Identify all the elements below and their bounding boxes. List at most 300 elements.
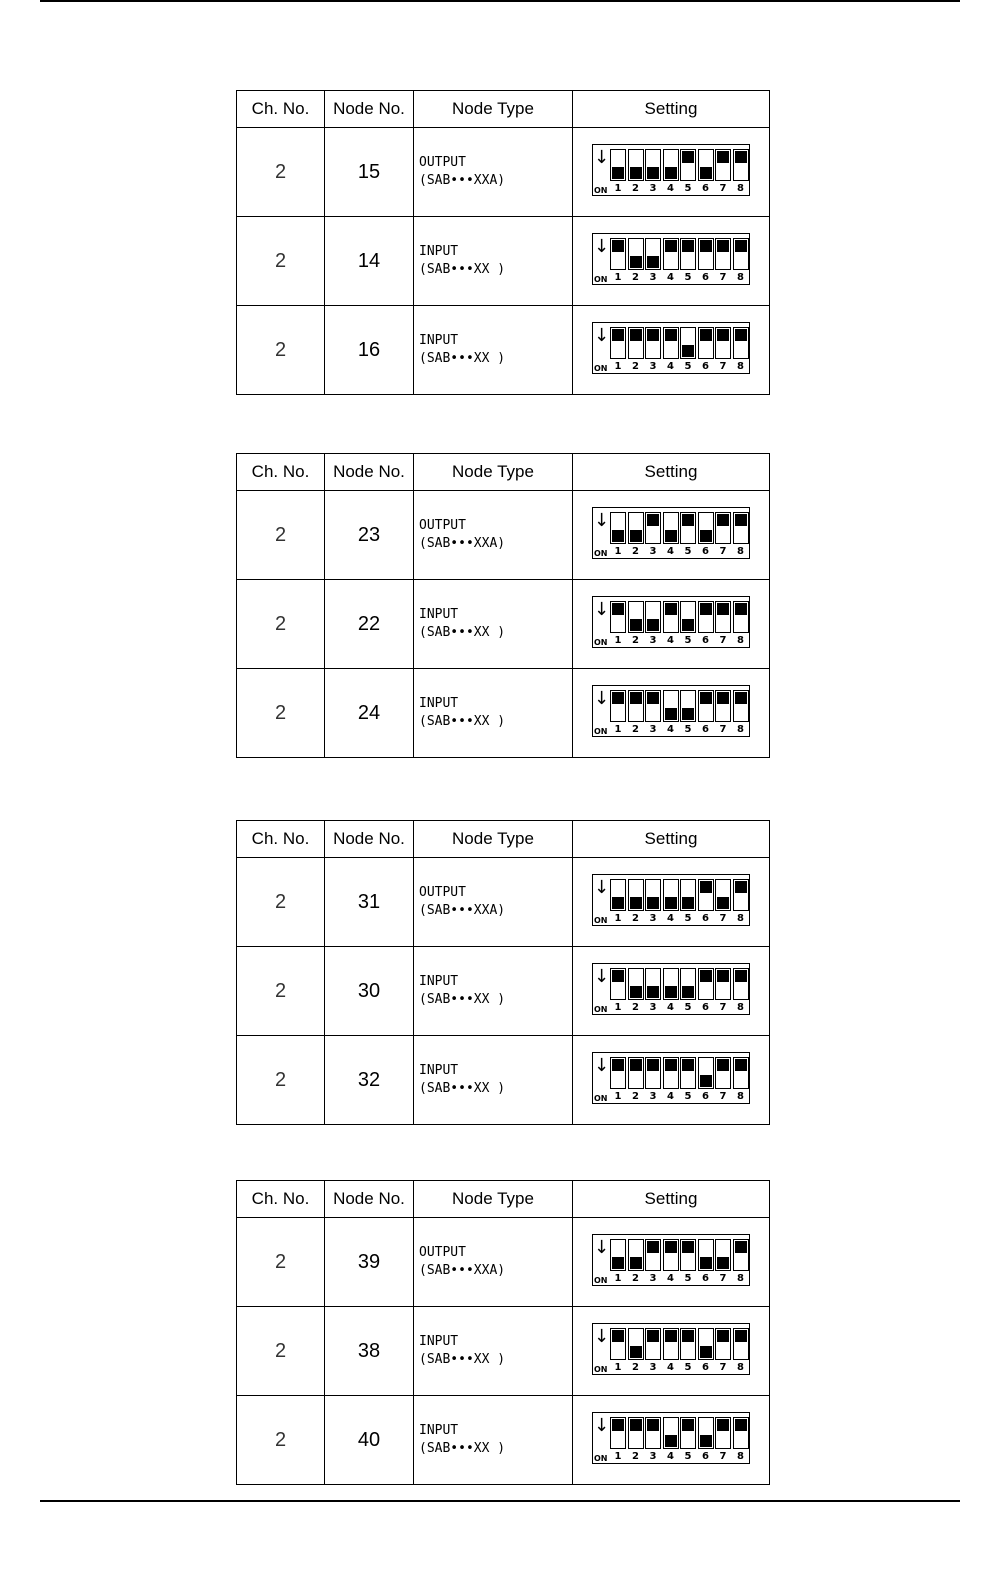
dip-toggle <box>610 968 626 1000</box>
dip-toggle <box>698 149 714 181</box>
dip-knob <box>700 692 712 704</box>
dip-number: 7 <box>719 271 727 283</box>
down-arrow-icon: ↓ <box>594 1236 610 1258</box>
ch-cell: 2 <box>237 217 325 306</box>
dip-number: 7 <box>719 360 727 372</box>
dip-knob <box>630 692 642 704</box>
type-line-1: INPUT <box>419 1423 459 1438</box>
dip-number: 3 <box>649 545 657 557</box>
dip-number: 6 <box>702 1090 709 1102</box>
dip-toggle <box>610 1239 626 1271</box>
node-cell: 23 <box>325 491 414 580</box>
table-row <box>237 128 770 217</box>
dip-number: 2 <box>632 182 639 194</box>
dip-knob <box>665 986 677 998</box>
dip-number: 8 <box>737 1450 744 1462</box>
dip-number: 5 <box>684 360 692 372</box>
setting-cell <box>573 580 770 669</box>
dip-number: 8 <box>737 912 744 924</box>
dip-number: 4 <box>667 634 674 646</box>
type-line-2: (SAB•••XX ) <box>419 262 506 277</box>
dip-toggle <box>645 1417 661 1449</box>
table-row <box>237 1396 770 1485</box>
type-cell <box>414 1396 573 1485</box>
dip-number: 5 <box>684 271 692 283</box>
dip-number: 1 <box>614 1450 622 1462</box>
dip-number: 6 <box>702 1361 709 1373</box>
dip-knob <box>700 1435 712 1447</box>
dip-number: 6 <box>702 182 709 194</box>
dip-knob <box>700 329 712 341</box>
type-line-1: OUTPUT <box>419 518 466 533</box>
type-line-2: (SAB•••XX ) <box>419 992 506 1007</box>
dip-toggle <box>680 968 696 1000</box>
dip-knob <box>682 708 694 720</box>
dip-knob <box>735 329 747 341</box>
dip-number: 4 <box>667 271 674 283</box>
down-arrow-icon: ↓ <box>594 876 610 898</box>
dip-toggle <box>610 1328 626 1360</box>
on-label: ON <box>594 363 608 373</box>
dip-number: 6 <box>702 634 709 646</box>
dip-toggle <box>645 601 661 633</box>
header-row <box>237 91 770 128</box>
header-ch: Ch. No. <box>237 821 325 858</box>
type-cell <box>414 669 573 758</box>
dip-number: 7 <box>719 1090 727 1102</box>
dip-toggle <box>715 1328 731 1360</box>
dip-knob <box>700 603 712 615</box>
dip-knob <box>647 256 659 268</box>
dip-number: 4 <box>667 1090 674 1102</box>
dip-toggle <box>680 879 696 911</box>
dip-knob <box>665 1059 677 1071</box>
dip-toggle <box>628 690 644 722</box>
dip-number: 1 <box>614 545 622 557</box>
dip-number: 2 <box>632 723 639 735</box>
dip-number: 7 <box>719 182 727 194</box>
dip-toggle <box>610 512 626 544</box>
dip-knob <box>717 1059 729 1071</box>
dip-knob <box>665 708 677 720</box>
dip-toggle <box>715 1239 731 1271</box>
ch-cell: 2 <box>237 1218 325 1307</box>
dip-toggle <box>698 601 714 633</box>
dip-number: 8 <box>737 1272 744 1284</box>
type-line-1: INPUT <box>419 1063 459 1078</box>
dip-knob <box>717 151 729 163</box>
dip-toggle <box>628 1239 644 1271</box>
dip-knob <box>717 692 729 704</box>
type-line-2: (SAB•••XX ) <box>419 351 506 366</box>
dip-number: 1 <box>614 634 622 646</box>
header-node: Node No. <box>325 821 414 858</box>
node-cell: 24 <box>325 669 414 758</box>
dip-knob <box>612 1330 624 1342</box>
header-node: Node No. <box>325 1181 414 1218</box>
dip-number: 2 <box>632 1361 639 1373</box>
dip-knob <box>630 986 642 998</box>
dip-number: 2 <box>632 912 639 924</box>
type-cell <box>414 1036 573 1125</box>
dip-number: 7 <box>719 1272 727 1284</box>
dip-knob <box>682 986 694 998</box>
dip-toggle <box>733 238 749 270</box>
header-row <box>237 821 770 858</box>
down-arrow-icon: ↓ <box>594 235 610 257</box>
table-row <box>237 1307 770 1396</box>
dip-number: 5 <box>684 912 692 924</box>
table-row <box>237 580 770 669</box>
header-ch: Ch. No. <box>237 454 325 491</box>
table-row <box>237 491 770 580</box>
dip-switch <box>592 1234 750 1286</box>
dip-knob <box>630 256 642 268</box>
dip-number: 5 <box>684 1090 692 1102</box>
dip-number: 6 <box>702 723 709 735</box>
dip-toggle <box>663 879 679 911</box>
dip-knob <box>665 530 677 542</box>
dip-knob <box>665 329 677 341</box>
header-type: Node Type <box>414 454 573 491</box>
dip-knob <box>735 881 747 893</box>
down-arrow-icon: ↓ <box>594 324 610 346</box>
on-label: ON <box>594 1453 608 1463</box>
dip-number: 4 <box>667 360 674 372</box>
dip-toggle <box>610 1417 626 1449</box>
setting-cell <box>573 128 770 217</box>
dip-number: 6 <box>702 912 709 924</box>
dip-number: 3 <box>649 1001 657 1013</box>
setting-cell <box>573 858 770 947</box>
dip-number: 1 <box>614 1272 622 1284</box>
dip-switch <box>592 233 750 285</box>
dip-toggle <box>645 690 661 722</box>
node-cell: 32 <box>325 1036 414 1125</box>
dip-toggle <box>610 601 626 633</box>
header-row <box>237 1181 770 1218</box>
header-type: Node Type <box>414 91 573 128</box>
ch-cell: 2 <box>237 306 325 395</box>
dip-knob <box>665 1330 677 1342</box>
dip-knob <box>735 970 747 982</box>
on-label: ON <box>594 1275 608 1285</box>
setting-cell <box>573 217 770 306</box>
dip-toggle <box>663 149 679 181</box>
dip-number: 5 <box>684 723 692 735</box>
table-row <box>237 217 770 306</box>
dip-toggle <box>645 1057 661 1089</box>
dip-toggle <box>698 879 714 911</box>
dip-number: 8 <box>737 723 744 735</box>
dip-knob <box>682 619 694 631</box>
dip-number: 5 <box>684 1001 692 1013</box>
dip-knob <box>630 1257 642 1269</box>
dip-knob <box>735 1241 747 1253</box>
dip-number: 3 <box>649 271 657 283</box>
header-ch: Ch. No. <box>237 91 325 128</box>
dip-number: 6 <box>702 545 709 557</box>
node-table-2 <box>236 453 770 758</box>
type-cell <box>414 217 573 306</box>
dip-number: 4 <box>667 182 674 194</box>
dip-number: 2 <box>632 1001 639 1013</box>
dip-knob <box>630 1419 642 1431</box>
dip-knob <box>647 986 659 998</box>
dip-knob <box>647 167 659 179</box>
dip-toggle <box>715 690 731 722</box>
dip-knob <box>717 603 729 615</box>
dip-toggle <box>628 149 644 181</box>
node-cell: 16 <box>325 306 414 395</box>
dip-number: 3 <box>649 912 657 924</box>
dip-knob <box>612 692 624 704</box>
node-cell: 30 <box>325 947 414 1036</box>
dip-switch <box>592 144 750 196</box>
ch-cell: 2 <box>237 491 325 580</box>
down-arrow-icon: ↓ <box>594 687 610 709</box>
dip-toggle <box>663 1057 679 1089</box>
dip-knob <box>630 897 642 909</box>
setting-cell <box>573 306 770 395</box>
header-node: Node No. <box>325 91 414 128</box>
dip-number: 4 <box>667 545 674 557</box>
dip-knob <box>682 897 694 909</box>
dip-number: 2 <box>632 545 639 557</box>
dip-knob <box>665 1241 677 1253</box>
dip-number: 5 <box>684 545 692 557</box>
dip-knob <box>717 1419 729 1431</box>
dip-number: 5 <box>684 1361 692 1373</box>
dip-knob <box>735 240 747 252</box>
dip-toggle <box>680 1328 696 1360</box>
dip-toggle <box>628 1057 644 1089</box>
dip-toggle <box>698 1417 714 1449</box>
dip-knob <box>682 1241 694 1253</box>
on-label: ON <box>594 548 608 558</box>
node-cell: 22 <box>325 580 414 669</box>
type-line-2: (SAB•••XX ) <box>419 1352 506 1367</box>
dip-toggle <box>715 1057 731 1089</box>
dip-number: 1 <box>614 271 622 283</box>
node-cell: 39 <box>325 1218 414 1307</box>
dip-number: 2 <box>632 271 639 283</box>
dip-toggle <box>645 238 661 270</box>
type-line-1: INPUT <box>419 974 459 989</box>
dip-knob <box>717 1257 729 1269</box>
dip-toggle <box>733 690 749 722</box>
dip-toggle <box>698 512 714 544</box>
dip-toggle <box>628 327 644 359</box>
dip-number: 4 <box>667 1272 674 1284</box>
dip-toggle <box>663 690 679 722</box>
type-line-1: INPUT <box>419 1334 459 1349</box>
table-row <box>237 1036 770 1125</box>
dip-knob <box>612 240 624 252</box>
dip-toggle <box>628 238 644 270</box>
header-row <box>237 454 770 491</box>
dip-toggle <box>698 1057 714 1089</box>
node-cell: 15 <box>325 128 414 217</box>
dip-toggle <box>715 1417 731 1449</box>
dip-knob <box>665 167 677 179</box>
dip-knob <box>700 1257 712 1269</box>
dip-number: 7 <box>719 723 727 735</box>
dip-toggle <box>715 238 731 270</box>
dip-knob <box>612 329 624 341</box>
dip-knob <box>735 1330 747 1342</box>
on-label: ON <box>594 274 608 284</box>
type-line-1: OUTPUT <box>419 155 466 170</box>
dip-knob <box>717 1330 729 1342</box>
dip-knob <box>647 1419 659 1431</box>
header-setting: Setting <box>573 1181 770 1218</box>
dip-toggle <box>610 690 626 722</box>
dip-toggle <box>715 601 731 633</box>
down-arrow-icon: ↓ <box>594 1325 610 1347</box>
node-cell: 40 <box>325 1396 414 1485</box>
dip-toggle <box>733 601 749 633</box>
dip-knob <box>612 167 624 179</box>
dip-toggle <box>645 879 661 911</box>
dip-knob <box>700 1346 712 1358</box>
header-setting: Setting <box>573 91 770 128</box>
dip-switch <box>592 1052 750 1104</box>
type-line-1: INPUT <box>419 333 459 348</box>
setting-cell <box>573 1307 770 1396</box>
type-cell <box>414 580 573 669</box>
dip-knob <box>665 240 677 252</box>
dip-number: 8 <box>737 1090 744 1102</box>
dip-toggle <box>733 149 749 181</box>
dip-toggle <box>628 968 644 1000</box>
dip-number: 6 <box>702 1450 709 1462</box>
header-setting: Setting <box>573 454 770 491</box>
dip-toggle <box>680 327 696 359</box>
dip-number: 3 <box>649 1272 657 1284</box>
dip-toggle <box>663 601 679 633</box>
on-label: ON <box>594 915 608 925</box>
dip-number: 8 <box>737 634 744 646</box>
dip-switch <box>592 507 750 559</box>
dip-toggle <box>610 238 626 270</box>
type-line-2: (SAB•••XXA) <box>419 173 506 188</box>
dip-number: 7 <box>719 1450 727 1462</box>
dip-number: 7 <box>719 1361 727 1373</box>
type-line-2: (SAB•••XX ) <box>419 714 506 729</box>
node-table-3 <box>236 820 770 1125</box>
dip-knob <box>717 329 729 341</box>
dip-number: 5 <box>684 1450 692 1462</box>
dip-toggle <box>610 149 626 181</box>
type-line-1: INPUT <box>419 696 459 711</box>
dip-knob <box>630 1346 642 1358</box>
dip-knob <box>700 240 712 252</box>
dip-number: 3 <box>649 1361 657 1373</box>
dip-number: 8 <box>737 1001 744 1013</box>
ch-cell: 2 <box>237 1036 325 1125</box>
dip-toggle <box>733 1417 749 1449</box>
bottom-rule <box>40 1500 960 1502</box>
ch-cell: 2 <box>237 1307 325 1396</box>
dip-number: 8 <box>737 182 744 194</box>
dip-toggle <box>733 1239 749 1271</box>
dip-number: 1 <box>614 1361 622 1373</box>
down-arrow-icon: ↓ <box>594 509 610 531</box>
dip-toggle <box>680 690 696 722</box>
dip-knob <box>665 897 677 909</box>
ch-cell: 2 <box>237 858 325 947</box>
dip-knob <box>630 619 642 631</box>
header-ch: Ch. No. <box>237 1181 325 1218</box>
dip-knob <box>682 151 694 163</box>
dip-toggle <box>663 238 679 270</box>
dip-number: 8 <box>737 360 744 372</box>
dip-number: 3 <box>649 634 657 646</box>
dip-toggle <box>663 1239 679 1271</box>
dip-knob <box>735 514 747 526</box>
down-arrow-icon: ↓ <box>594 965 610 987</box>
dip-knob <box>735 692 747 704</box>
dip-toggle <box>680 1057 696 1089</box>
dip-toggle <box>733 512 749 544</box>
dip-number: 1 <box>614 1090 622 1102</box>
dip-toggle <box>610 1057 626 1089</box>
dip-switch <box>592 963 750 1015</box>
dip-knob <box>612 530 624 542</box>
on-label: ON <box>594 1364 608 1374</box>
dip-knob <box>717 514 729 526</box>
dip-toggle <box>698 238 714 270</box>
dip-knob <box>630 329 642 341</box>
dip-toggle <box>733 968 749 1000</box>
dip-toggle <box>645 149 661 181</box>
dip-knob <box>647 329 659 341</box>
dip-knob <box>665 1435 677 1447</box>
top-rule <box>40 0 960 2</box>
down-arrow-icon: ↓ <box>594 1054 610 1076</box>
dip-number: 3 <box>649 360 657 372</box>
ch-cell: 2 <box>237 669 325 758</box>
down-arrow-icon: ↓ <box>594 146 610 168</box>
dip-toggle <box>698 1328 714 1360</box>
dip-knob <box>700 167 712 179</box>
setting-cell <box>573 1218 770 1307</box>
dip-knob <box>717 970 729 982</box>
ch-cell: 2 <box>237 580 325 669</box>
dip-toggle <box>628 1417 644 1449</box>
dip-number: 6 <box>702 1001 709 1013</box>
dip-toggle <box>610 879 626 911</box>
dip-number: 8 <box>737 545 744 557</box>
dip-toggle <box>628 1328 644 1360</box>
dip-number: 2 <box>632 1090 639 1102</box>
type-cell <box>414 1218 573 1307</box>
dip-toggle <box>645 327 661 359</box>
dip-knob <box>647 619 659 631</box>
dip-number: 1 <box>614 360 622 372</box>
dip-knob <box>717 240 729 252</box>
dip-knob <box>682 240 694 252</box>
dip-knob <box>612 970 624 982</box>
dip-toggle <box>645 1239 661 1271</box>
on-label: ON <box>594 1093 608 1103</box>
dip-number: 4 <box>667 1001 674 1013</box>
dip-number: 8 <box>737 271 744 283</box>
dip-toggle <box>715 879 731 911</box>
dip-knob <box>647 514 659 526</box>
type-line-2: (SAB•••XXA) <box>419 903 506 918</box>
